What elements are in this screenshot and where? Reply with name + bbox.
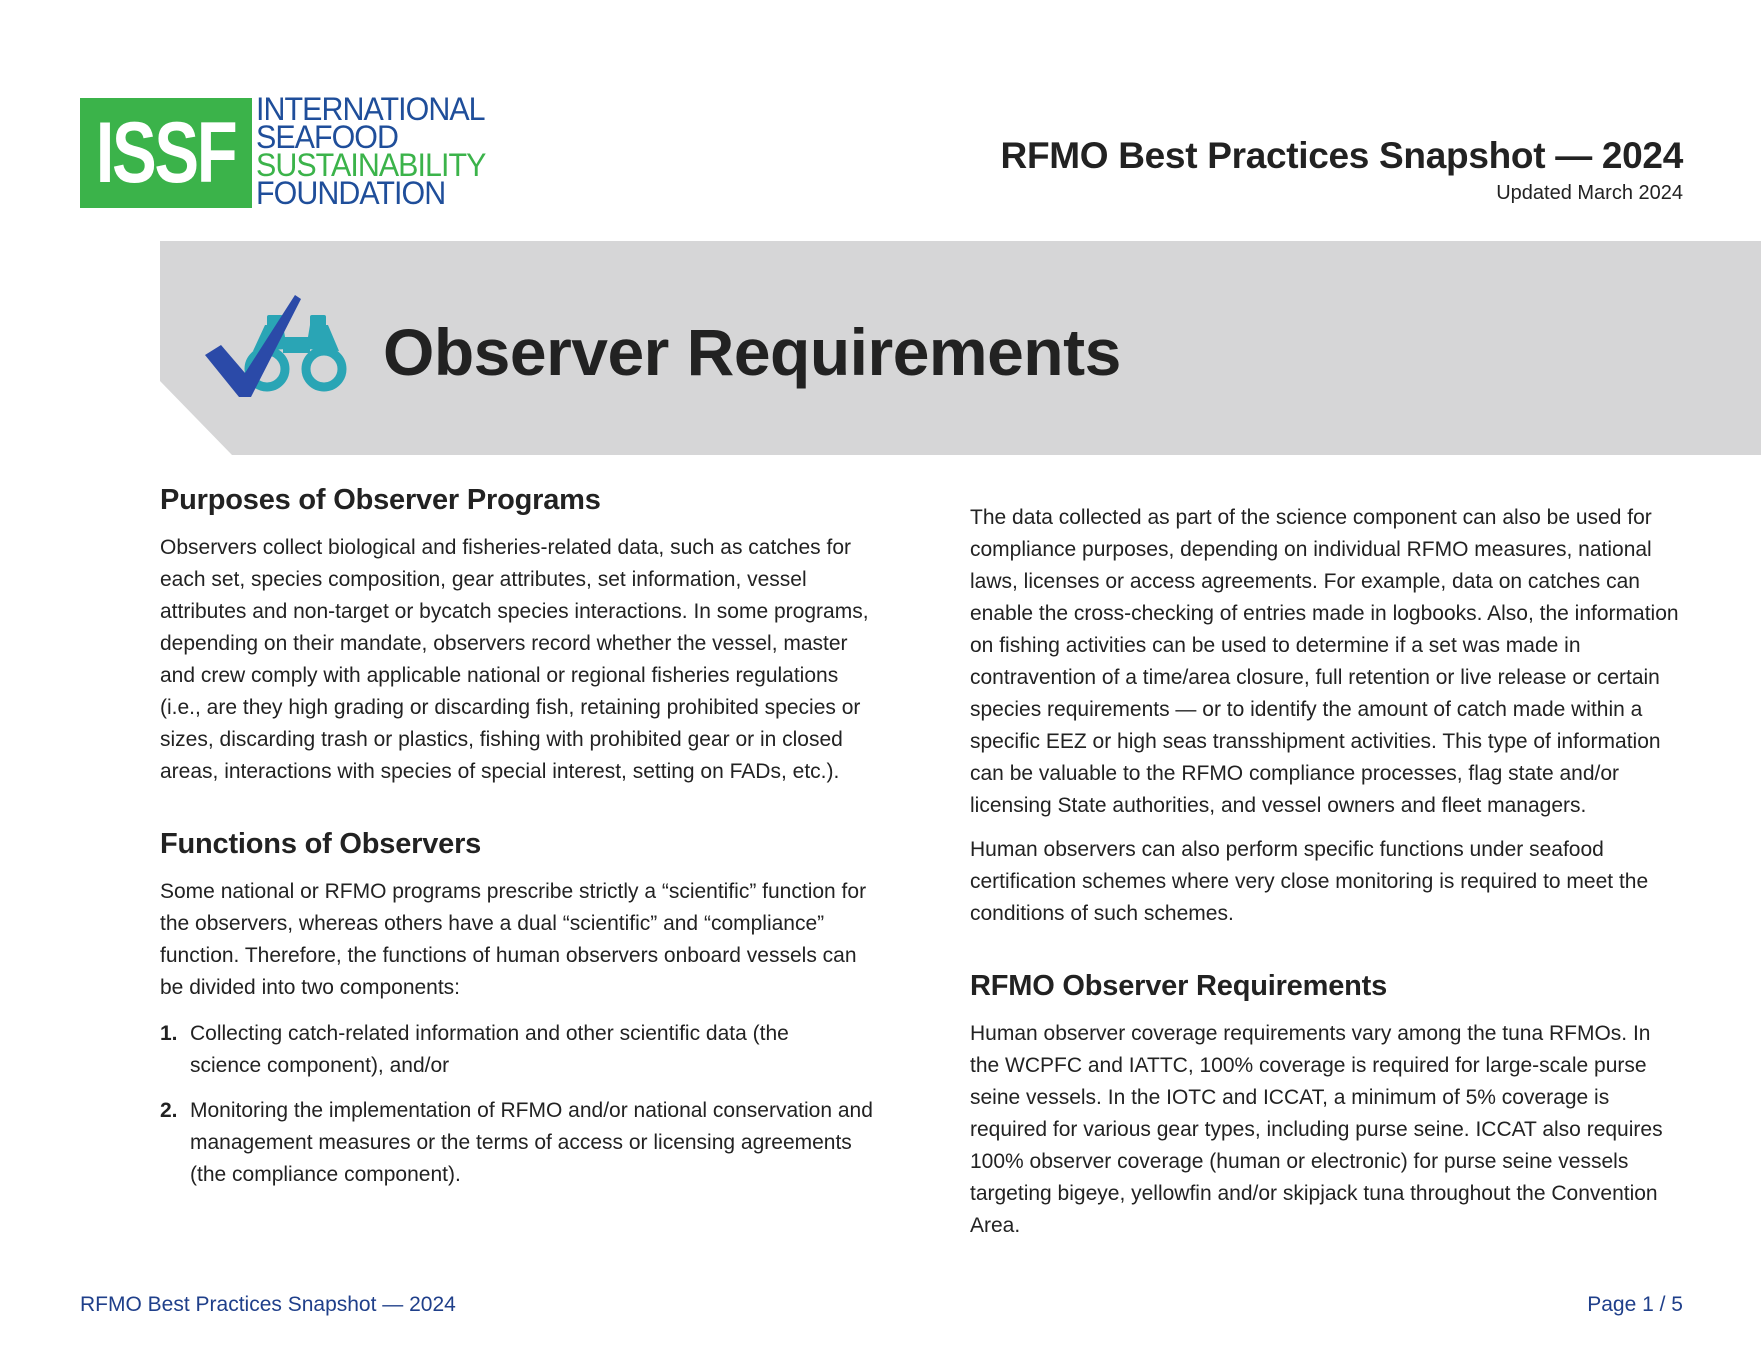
logo-mark: [80, 98, 252, 208]
logo-line-1: INTERNATIONAL: [256, 91, 485, 127]
list-item-text: Collecting catch-related information and other scientific data (the science component), and/or: [190, 1022, 789, 1077]
page-number: Page 1 / 5: [1587, 1293, 1683, 1316]
rfmo-requirements-heading: RFMO Observer Requirements: [970, 970, 1388, 1002]
functions-heading: Functions of Observers: [160, 828, 482, 860]
purposes-heading: Purposes of Observer Programs: [160, 484, 601, 516]
checkmark-binoculars-icon: [203, 293, 351, 401]
rfmo-requirements-paragraph: Human observer coverage requirements vary among the tuna RFMOs. In the WCPFC and IATTC, 100% coverage is required for large-scale purse seine vessels. In the IOTC and ICCAT, a minimum of 5% coverage is required for various gear types, including purse seine. ICCAT also requires 100% observer coverage (human or electronic) for purse seine vessels targeting bigeye, yellowfin and/or skipjack tuna throughout the Convention Area.: [970, 1022, 1663, 1237]
certification-paragraph: Human observers can also perform specific functions under seafood certification schemes where very close monitoring is required to meet the conditions of such schemes.: [970, 838, 1649, 925]
document-title: RFMO Best Practices Snapshot — 2024: [1000, 135, 1683, 176]
issf-logo: [80, 91, 497, 211]
list-item: [160, 1018, 860, 1082]
logo-line-2: SEAFOOD: [256, 119, 398, 155]
document-updated-date: Updated March 2024: [1496, 182, 1683, 204]
footer-title: RFMO Best Practices Snapshot — 2024: [80, 1293, 456, 1316]
page-title: Observer Requirements: [383, 315, 1121, 389]
logo-wordmark: [256, 91, 497, 211]
logo-line-4: FOUNDATION: [256, 175, 446, 211]
functions-paragraph: Some national or RFMO programs prescribe strictly a “scientific” function for the observers, whereas others have a dual “scientific” and “compliance” function. Therefore, the functions of human observers onboard vessels can be divided into two components:: [160, 880, 867, 999]
list-item: [160, 1095, 880, 1191]
logo-abbr: ISSF: [96, 105, 236, 201]
logo-line-3: SUSTAINABILITY: [256, 147, 486, 183]
list-item-number: 1.: [160, 1022, 178, 1045]
list-item-number: 2.: [160, 1099, 178, 1122]
purposes-paragraph: Observers collect biological and fisheries-related data, such as catches for each set, species composition, gear attributes, set information, vessel attributes and non-target or bycatch species interactions. In some programs, depending on their mandate, observers record whether the vessel, master and crew comply with applicable national or regional fisheries regulations (i.e., are they high grading or discarding fish, retaining prohibited species or sizes, discarding trash or plastics, fishing with prohibited gear or in closed areas, interactions with species of special interest, setting on FADs, etc.).: [160, 536, 869, 783]
list-item-text: Monitoring the implementation of RFMO and/or national conservation and management measures or the terms of access or licensing agreements (the compliance component).: [190, 1099, 873, 1186]
science-compliance-paragraph: The data collected as part of the science component can also be used for compliance purposes, depending on individual RFMO measures, national laws, licenses or access agreements. For example, data on catches can enable the cross-checking of entries made in logbooks. Also, the information on fishing activities can be used to determine if a set was made in contravention of a time/area closure, full retention or live release or certain species requirements — or to identify the amount of catch made within a specific EEZ or high seas transshipment activities. This type of information can be valuable to the RFMO compliance processes, flag state and/or licensing State authorities, and vessel owners and fleet managers.: [970, 506, 1679, 817]
